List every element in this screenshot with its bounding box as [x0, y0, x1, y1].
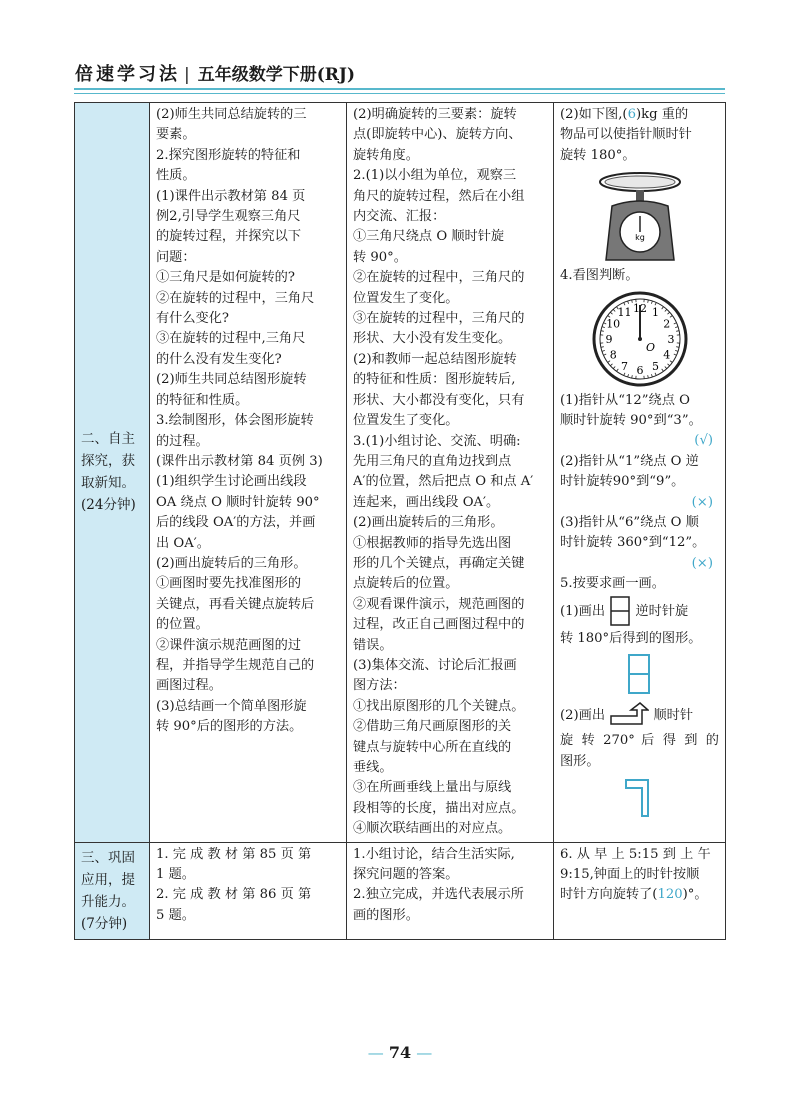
judgment-mark: (×) — [691, 555, 713, 571]
q5-title: 5.按要求画一画。 — [560, 576, 665, 592]
text-line: ②在旋转的过程中，三角尺 — [156, 290, 315, 306]
text-line: OA 绕点 O 顺时针旋转 90° — [156, 494, 320, 510]
text-line: 的位置。 — [156, 617, 209, 633]
text-line: (3)集体交流、讨论后汇报画 — [353, 657, 517, 673]
clock-number: 3 — [667, 332, 674, 346]
text-line: ②在旋转的过程中，三角尺的 — [353, 270, 525, 286]
student-activity-cell — [347, 842, 554, 939]
text-line: 有什么变化? — [156, 311, 230, 327]
text-line: ①三角尺绕点 O 顺时针旋 — [353, 229, 505, 245]
text-line: 的什么没有发生变化? — [156, 351, 282, 367]
judgment-line: 时针旋转90°到“9”。 — [560, 474, 685, 490]
judgment-line: (3)指针从“6”绕点 O 顺 — [560, 515, 699, 531]
stage-text: 应用，提 — [81, 871, 135, 888]
text-line: (2)画出旋转后的三角形。 — [353, 515, 504, 531]
clock-center-label: O — [645, 340, 655, 354]
text-line: 垂线。 — [353, 760, 393, 775]
text-line: (2)和教师一起总结图形旋转 — [353, 351, 517, 367]
text-line: (1)组织学生讨论画出线段 — [156, 474, 307, 490]
answer: 6 — [627, 107, 636, 122]
judgment-line: (2)指针从“1”绕点 O 逆 — [560, 453, 699, 469]
text-line: ③在旋转的过程中,三角尺 — [156, 331, 306, 347]
text-line: (2)明确旋转的三要素：旋转 — [353, 107, 517, 122]
text-line: 连起来，画出线段 OA′。 — [353, 494, 500, 510]
text-line: 3.(1)小组讨论、交流、明确: — [353, 433, 521, 449]
teacher-activity-cell — [150, 842, 347, 939]
judgment-mark: (×) — [691, 494, 713, 510]
clock-number: 7 — [620, 359, 628, 373]
q6-line: 9:15,钟面上的时针按顺 — [560, 867, 700, 883]
judgment-line: 顺时针旋转 90°到“3”。 — [560, 413, 702, 429]
text-line: 的特征和性质：图形旋转后, — [353, 372, 516, 388]
text-line: 2.(1)以小组为单位，观察三 — [353, 168, 517, 184]
text-line: 段相等的长度，描出对应点。 — [353, 800, 525, 816]
clock-number: 1 — [651, 305, 659, 319]
text-line: 问题： — [156, 249, 196, 265]
brand-title: 倍速学习法 — [75, 64, 180, 85]
q5-2-line: (2)画出 顺时针 — [560, 701, 719, 731]
text-line: ①根据教师的指导先选出图 — [353, 535, 512, 551]
scale-unit-label: kg — [634, 233, 645, 243]
header-rule — [74, 88, 725, 90]
text-line: (课件出示教材第 84 页例 3) — [156, 453, 323, 469]
text-line: 要素。 — [156, 127, 196, 143]
answer: 120 — [657, 887, 683, 903]
text-line: 5 题。 — [156, 907, 195, 923]
stage-cell — [75, 103, 150, 843]
clock-number: 4 — [662, 348, 670, 362]
scale-icon — [596, 170, 684, 262]
arrow-shape-icon — [609, 702, 649, 730]
clock-number: 11 — [617, 305, 631, 319]
text-line: 错误。 — [353, 637, 393, 653]
text-line: 画的图形。 — [353, 907, 419, 923]
text-line: (2)画出旋转后的三角形。 — [156, 555, 307, 571]
text-line: ②观看课件演示，规范画图的 — [353, 596, 525, 612]
text-line: 点(即旋转中心)、旋转方向、 — [353, 127, 522, 143]
text-line: 旋转角度。 — [353, 147, 419, 163]
header-separator: | — [184, 65, 190, 85]
stage-text: (7分钟) — [81, 915, 128, 932]
text-line: 的过程。 — [156, 433, 209, 449]
q2-line: 旋转 180°。 — [560, 147, 636, 163]
text-line: ①找出原图形的几个关键点。 — [353, 698, 525, 714]
exercise-cell — [554, 103, 726, 843]
q4-title: 4.看图判断。 — [560, 268, 639, 284]
student-activity-cell — [347, 103, 554, 843]
stage-text: 升能力。 — [81, 893, 135, 910]
text-line: ③在所画垂线上量出与原线 — [353, 780, 512, 796]
text-line: 键点与旋转中心所在直线的 — [353, 739, 512, 755]
text-line: 点旋转后的位置。 — [353, 576, 459, 592]
text-line: 1. 完 成 教 材 第 85 页 第 — [156, 846, 312, 862]
q5-2-line: 旋 转 270° 后 得 到 的 — [560, 733, 719, 749]
text-line: 探究问题的答案。 — [353, 867, 459, 883]
page-number: — 74 — — [367, 1043, 433, 1062]
text-line: ③在旋转的过程中，三角尺的 — [353, 311, 525, 327]
rotated-arrow-answer-icon — [622, 776, 658, 820]
text-line: ①画图时要先找准图形的 — [156, 576, 302, 592]
clock-number: 5 — [651, 359, 659, 373]
text-line: 出 OA′。 — [156, 535, 210, 551]
text-line: 位置发生了变化。 — [353, 413, 459, 429]
q6-line: 时针方向旋转了(120)°。 — [560, 887, 708, 903]
text-line: 内交流、汇报： — [353, 209, 446, 225]
text-line: (1)课件出示教材第 84 页 — [156, 188, 306, 204]
rotated-rectangle-answer-icon — [625, 653, 655, 697]
exercise-cell — [554, 842, 726, 939]
text-line: 形的几个关键点，再确定关键 — [353, 555, 525, 571]
clock-number: 12 — [632, 301, 647, 315]
stage-cell — [75, 842, 150, 939]
stage-text: 二、自主 — [81, 431, 135, 448]
text-line: 角尺的旋转过程，然后在小组 — [353, 188, 525, 204]
text-line: 转 90°后的图形的方法。 — [156, 719, 303, 735]
header-rule-thin — [74, 93, 725, 94]
text-line: 过程，改正自己画图过程中的 — [353, 617, 525, 633]
clock-number: 9 — [605, 332, 612, 346]
stage-text: 探究，获 — [81, 453, 135, 470]
table-row — [75, 842, 726, 939]
text-line: 形状、大小都没有变化，只有 — [353, 392, 525, 408]
text-line: 1 题。 — [156, 867, 195, 883]
rectangle-shape-icon — [609, 595, 631, 627]
text-line: 后的线段 OA′的方法，并画 — [156, 515, 316, 531]
judgment-line: (1)指针从“12”绕点 O — [560, 392, 690, 408]
table-row — [75, 103, 726, 843]
book-title: 五年级数学下册(RJ) — [197, 65, 355, 85]
text-line: 2. 完 成 教 材 第 86 页 第 — [156, 887, 312, 903]
q2-line: (2)如下图,(6)kg 重的 — [560, 107, 689, 122]
text-line: 的旋转过程，并探究以下 — [156, 229, 302, 245]
text-line: 2.独立完成，并选代表展示所 — [353, 887, 524, 903]
q2-line: 物品可以使指针顺时针 — [560, 127, 692, 143]
judgment-line: 时针旋转 360°到“12”。 — [560, 535, 706, 551]
page-header — [75, 60, 355, 86]
stage-text: (24分钟) — [81, 497, 136, 514]
q5-1-line: (1)画出 逆时针旋 — [560, 595, 719, 629]
teacher-activity-cell — [150, 103, 347, 843]
stage-text: 取新知。 — [81, 475, 135, 492]
text-line: ②课件演示规范画图的过 — [156, 637, 302, 653]
text-line: ④顺次联结画出的对应点。 — [353, 821, 512, 837]
text-line: ②借助三角尺画原图形的关 — [353, 719, 512, 735]
text-line: 1.小组讨论，结合生活实际, — [353, 846, 515, 862]
text-line: 关键点，再看关键点旋转后 — [156, 596, 315, 612]
q5-2-line: 图形。 — [560, 753, 600, 769]
text-line: 形状、大小没有发生变化。 — [353, 331, 512, 347]
clock-number: 6 — [636, 363, 643, 377]
text-line: 位置发生了变化。 — [353, 290, 459, 306]
text-line: 例2,引导学生观察三角尺 — [156, 209, 301, 225]
text-line: ①三角尺是如何旋转的? — [156, 270, 295, 286]
stage-text: 三、巩固 — [81, 849, 135, 866]
clock-icon — [592, 291, 688, 387]
text-line: 2.探究图形旋转的特征和 — [156, 147, 301, 163]
text-line: (3)总结画一个简单图形旋 — [156, 698, 307, 714]
clock-number: 2 — [662, 317, 670, 331]
judgment-mark: (√) — [694, 433, 713, 449]
clock-number: 10 — [605, 317, 620, 331]
text-line: (2)师生共同总结旋转的三 — [156, 107, 307, 122]
text-line: A′的位置，然后把点 O 和点 A′ — [353, 474, 534, 490]
q6-line: 6. 从 早 上 5:15 到 上 午 — [560, 846, 711, 862]
text-line: 程，并指导学生规范自己的 — [156, 657, 315, 673]
lesson-table — [74, 102, 726, 940]
text-line: 的特征和性质。 — [156, 392, 249, 408]
text-line: 性质。 — [156, 168, 196, 184]
text-line: 图方法： — [353, 678, 406, 694]
text-line: (2)师生共同总结图形旋转 — [156, 372, 307, 388]
text-line: 先用三角尺的直角边找到点 — [353, 453, 512, 469]
text-line: 转 90°。 — [353, 249, 407, 265]
clock-number: 8 — [609, 348, 617, 362]
text-line: 3.绘制图形，体会图形旋转 — [156, 413, 314, 429]
text-line: 画图过程。 — [156, 678, 222, 694]
q5-1-line: 转 180°后得到的图形。 — [560, 630, 702, 646]
